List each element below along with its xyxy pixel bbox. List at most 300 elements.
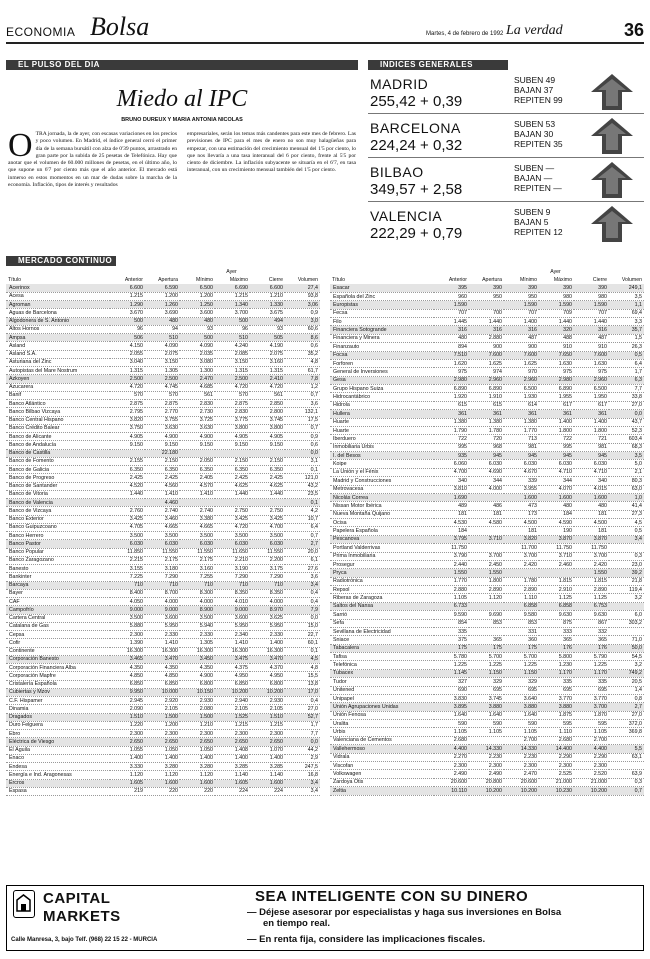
- stock-value: 0,7: [285, 424, 320, 432]
- stock-value: 361: [539, 410, 574, 418]
- stock-value: 1.400: [504, 318, 539, 326]
- table-row: [6, 433, 320, 441]
- article-column-1: [8, 127, 177, 189]
- stock-value: 1.600: [145, 779, 180, 787]
- stock-value: 3.675: [250, 309, 285, 317]
- stock-value: 1.400: [215, 754, 250, 762]
- stock-value: 4.375: [215, 664, 250, 672]
- stock-value: 27,0: [609, 711, 644, 719]
- stock-value: 27,6: [285, 565, 320, 573]
- stock-value: 0,0: [285, 614, 320, 622]
- stock-value: 0,7: [285, 532, 320, 540]
- stock-value: 1.600: [250, 779, 285, 787]
- stock-value: 9.590: [434, 611, 469, 619]
- stock-value: 3.475: [215, 655, 250, 663]
- table-row: [330, 694, 644, 702]
- stock-value: 35,7: [609, 326, 644, 334]
- stock-value: 3.180: [145, 565, 180, 573]
- stock-value: 695: [574, 686, 609, 694]
- col-header: Volumen: [621, 276, 642, 283]
- stock-value: 945: [504, 452, 539, 460]
- ad-headline: SEA INTELIGENTE CON SU DINERO: [255, 888, 529, 905]
- stock-value: [215, 449, 250, 457]
- table-row: [330, 594, 644, 602]
- stock-value: 5.780: [434, 653, 469, 661]
- stock-value: 4.500: [574, 519, 609, 527]
- stock-value: 1.105: [434, 728, 469, 736]
- stock-value: 3.190: [215, 565, 250, 573]
- stock-name: Hullera: [330, 410, 434, 418]
- stock-value: 17,5: [285, 416, 320, 424]
- stock-value: 1.510: [110, 713, 145, 721]
- stock-value: 63,0: [609, 485, 644, 493]
- stock-value: 4,5: [609, 519, 644, 527]
- stock-value: 1.125: [539, 594, 574, 602]
- table-row: [330, 535, 644, 543]
- stock-value: 61,7: [285, 367, 320, 375]
- stock-value: 3.465: [110, 655, 145, 663]
- stock-value: 5.940: [180, 622, 215, 630]
- stock-name: Autopistas del Mare Nostrum: [6, 367, 110, 375]
- stock-value: 4.720: [110, 383, 145, 391]
- table-row: [330, 435, 644, 443]
- stock-value: 506: [110, 334, 145, 342]
- stock-name: Banco Herrero: [6, 532, 110, 540]
- stock-name: Banco Zaragozano: [6, 556, 110, 564]
- stock-value: 3.790: [434, 552, 469, 560]
- stock-value: 2.150: [250, 457, 285, 465]
- stock-value: 10.230: [539, 787, 574, 796]
- table-row: [330, 326, 644, 334]
- stock-value: 721: [574, 435, 609, 443]
- stock-value: 2.830: [215, 408, 250, 416]
- stock-value: 1.070: [250, 746, 285, 754]
- stock-value: 2.300: [469, 761, 504, 769]
- stock-value: 50,0: [609, 644, 644, 652]
- stock-value: 9.000: [145, 606, 180, 614]
- table-row: [6, 779, 320, 787]
- stock-value: 1.330: [250, 301, 285, 309]
- stock-value: 570: [215, 391, 250, 399]
- table-row: [6, 548, 320, 556]
- market-tables: [6, 268, 644, 796]
- stock-value: 3,1: [285, 457, 320, 465]
- stock-name: Banif: [6, 391, 110, 399]
- stock-value: 20.600: [504, 778, 539, 786]
- stock-value: 2.425: [110, 474, 145, 482]
- stock-value: 1.400: [539, 418, 574, 426]
- stock-value: 3.470: [250, 655, 285, 663]
- stock-value: 2.750: [215, 507, 250, 515]
- stock-value: 695: [539, 686, 574, 694]
- table-row: [330, 452, 644, 460]
- stock-value: 505: [250, 334, 285, 342]
- stock-name: Zeltia: [330, 787, 434, 796]
- table-row: [330, 368, 644, 376]
- table-row: [6, 441, 320, 449]
- stock-value: 1.410: [215, 639, 250, 647]
- stock-value: 3.800: [250, 424, 285, 432]
- table-row: [6, 301, 320, 309]
- stock-value: 3,3: [609, 318, 644, 326]
- stock-value: 6.733: [434, 602, 469, 610]
- stock-value: 93,8: [285, 292, 320, 300]
- stock-value: 1.875: [539, 711, 574, 719]
- ad-address: Calle Manresa, 3, bajo Telf. (968) 22 15 22 - MURCIA: [11, 937, 158, 943]
- stock-value: 710: [250, 581, 285, 589]
- stock-value: 2.215: [110, 556, 145, 564]
- stock-name: El Águila: [6, 746, 110, 754]
- stock-value: [609, 736, 644, 744]
- table-row: [6, 787, 320, 795]
- stock-value: 5.700: [469, 653, 504, 661]
- stock-value: 4.705: [110, 523, 145, 531]
- stock-value: [539, 569, 574, 577]
- stock-value: 360: [504, 636, 539, 644]
- stock-name: Unión Fenosa: [330, 711, 434, 719]
- stock-value: 1.400: [250, 639, 285, 647]
- table-row: [330, 418, 644, 426]
- stock-name: Española del Zinc: [330, 292, 434, 300]
- stock-value: 94: [145, 325, 180, 333]
- stock-value: 7.600: [574, 351, 609, 359]
- stock-value: 3,2: [609, 594, 644, 602]
- stock-value: 5.790: [574, 653, 609, 661]
- stock-value: 2.930: [180, 697, 215, 705]
- table-row: [330, 678, 644, 686]
- stock-value: 7.290: [145, 573, 180, 581]
- ad-brand-line-1: CAPITAL: [43, 890, 111, 907]
- stock-name: Espasa: [6, 787, 110, 795]
- table-row: [6, 532, 320, 540]
- stock-value: 2.175: [145, 556, 180, 564]
- stock-value: 3.500: [250, 532, 285, 540]
- stock-value: 615: [469, 401, 504, 409]
- stock-value: 487: [574, 334, 609, 342]
- stock-value: 369,8: [609, 728, 644, 736]
- stock-value: 1,2: [285, 383, 320, 391]
- table-row: [6, 672, 320, 680]
- stock-value: 1,4: [609, 686, 644, 694]
- stock-value: 6.753: [574, 602, 609, 610]
- stock-value: 3.500: [110, 532, 145, 540]
- stock-value: 3.745: [469, 694, 504, 702]
- stock-value: 1.120: [145, 771, 180, 779]
- stock-value: 3.630: [180, 424, 215, 432]
- stock-value: 20,5: [609, 678, 644, 686]
- capital-markets-logo: [13, 890, 35, 918]
- stock-name: Tafisa: [330, 653, 434, 661]
- stock-value: 4.000: [145, 598, 180, 606]
- stock-value: 3.500: [145, 532, 180, 540]
- stock-value: 3.955: [504, 485, 539, 493]
- stock-value: 1.620: [434, 359, 469, 367]
- stock-name: General de Inversiones: [330, 368, 434, 376]
- stock-value: 6.030: [469, 460, 504, 468]
- stock-value: 63,9: [609, 770, 644, 778]
- stock-value: [215, 499, 250, 507]
- stock-value: 10.000: [145, 688, 180, 696]
- stock-value: 43,2: [285, 482, 320, 490]
- stock-value: 1.410: [145, 490, 180, 498]
- stock-value: 595: [574, 720, 609, 728]
- table-row: [330, 351, 644, 359]
- stock-name: Continente: [6, 647, 110, 655]
- stock-name: Azucarera: [6, 383, 110, 391]
- stock-value: 1.315: [215, 367, 250, 375]
- stock-value: 500: [110, 317, 145, 325]
- stock-value: 1.290: [110, 301, 145, 309]
- stock-value: 173: [504, 510, 539, 518]
- stock-value: 1.200: [180, 292, 215, 300]
- table-row: [330, 736, 644, 744]
- stock-value: 1.590: [574, 301, 609, 309]
- table-row: [6, 721, 320, 729]
- stock-value: 3.710: [469, 535, 504, 543]
- stock-value: 1.410: [145, 639, 180, 647]
- stock-value: 8.350: [250, 589, 285, 597]
- stock-value: 5.950: [250, 622, 285, 630]
- stock-value: 1.600: [539, 493, 574, 501]
- stock-value: 910: [574, 343, 609, 351]
- stock-value: 390: [469, 284, 504, 292]
- stock-name: Vallehermoso: [330, 745, 434, 753]
- stock-name: Corporación Financiera Alba: [6, 664, 110, 672]
- table-row: [330, 376, 644, 384]
- stock-value: 390: [574, 284, 609, 292]
- index-suben: SUBEN 9: [514, 207, 551, 217]
- stock-value: 710: [110, 581, 145, 589]
- stock-value: 5.880: [110, 622, 145, 630]
- stock-value: 344: [469, 477, 504, 485]
- stock-value: [609, 544, 644, 552]
- table-row: [6, 449, 320, 457]
- table-row: [330, 301, 644, 309]
- table-row: [330, 602, 644, 610]
- stock-value: 0,3: [609, 552, 644, 560]
- stock-value: 707: [434, 309, 469, 317]
- stock-name: Bankinter: [6, 573, 110, 581]
- ad-bullet-1-line-1: — Déjese asesorar por especialistas y haga sus inversiones en Bolsa: [247, 907, 562, 918]
- stock-name: Unipapel: [330, 694, 434, 702]
- stock-value: 4,5: [285, 655, 320, 663]
- stock-value: 4.685: [180, 383, 215, 391]
- stock-value: 1,7: [609, 368, 644, 376]
- stock-value: 1.800: [469, 577, 504, 585]
- stock-name: Tubacex: [330, 669, 434, 677]
- table-row: [330, 510, 644, 518]
- stock-value: 0,0: [285, 738, 320, 746]
- stock-value: 3.285: [215, 763, 250, 771]
- stock-name: Valenciana de Cementos: [330, 736, 434, 744]
- stock-value: 41,4: [609, 502, 644, 510]
- stock-value: 6.060: [434, 460, 469, 468]
- stock-value: 2.425: [250, 474, 285, 482]
- stock-value: 60,6: [285, 325, 320, 333]
- stock-value: 4.850: [110, 672, 145, 680]
- stock-name: Cofir: [6, 639, 110, 647]
- stock-value: 3.670: [110, 309, 145, 317]
- index-value: 224,24 + 0,32: [370, 137, 463, 154]
- table-row: [330, 627, 644, 635]
- stock-value: 6,4: [285, 523, 320, 531]
- stock-value: 6.858: [504, 602, 539, 610]
- index-bajan: BAJAN —: [514, 173, 553, 183]
- stock-value: 1.230: [539, 661, 574, 669]
- stock-value: 1.640: [504, 711, 539, 719]
- stock-value: 27,0: [285, 705, 320, 713]
- stock-value: 473: [504, 502, 539, 510]
- stock-value: 1.105: [504, 728, 539, 736]
- stock-value: 6.800: [250, 680, 285, 688]
- stock-value: 2.420: [574, 560, 609, 568]
- stock-value: 561: [180, 391, 215, 399]
- stock-name: Portland Valderrivas: [330, 544, 434, 552]
- stock-value: 1.815: [539, 577, 574, 585]
- table-row: [330, 519, 644, 527]
- stock-value: [469, 493, 504, 501]
- stock-value: 329: [469, 678, 504, 686]
- col-header: Mínimo: [195, 276, 213, 283]
- stock-name: Grupo Hispano Suiza: [330, 385, 434, 393]
- stock-name: Campofrío: [6, 606, 110, 614]
- stock-value: 2.055: [110, 350, 145, 358]
- stock-value: 488: [539, 334, 574, 342]
- table-row: [6, 581, 320, 589]
- stock-value: 2.850: [250, 400, 285, 408]
- stock-name: Finanzauto: [330, 343, 434, 351]
- table-row: [6, 697, 320, 705]
- stock-value: 854: [434, 619, 469, 627]
- table-row: [330, 485, 644, 493]
- stock-value: 11.750: [539, 544, 574, 552]
- stock-value: [469, 301, 504, 309]
- stock-value: 16,8: [285, 771, 320, 779]
- stock-value: 0,4: [285, 589, 320, 597]
- stock-name: Repsol: [330, 586, 434, 594]
- stock-name: Unión Agrupaciones Unidas: [330, 703, 434, 711]
- stock-name: Papelera Española: [330, 527, 434, 535]
- stock-value: [110, 499, 145, 507]
- stock-value: 2.920: [145, 697, 180, 705]
- index-value: 255,42 + 0,39: [370, 93, 463, 110]
- index-city: BILBAO: [370, 164, 424, 180]
- stock-value: 1.440: [574, 318, 609, 326]
- table-row: [6, 573, 320, 581]
- table-row: [330, 292, 644, 300]
- stock-value: 6.350: [215, 466, 250, 474]
- stock-value: 867: [574, 619, 609, 627]
- index-suben: SUBEN —: [514, 163, 555, 173]
- stock-value: 615: [434, 401, 469, 409]
- table-row: [330, 728, 644, 736]
- table-row: [6, 771, 320, 779]
- stock-value: 1.200: [145, 721, 180, 729]
- stock-value: 2.525: [539, 770, 574, 778]
- stock-name: Financiera Sotogrande: [330, 326, 434, 334]
- stock-value: 181: [504, 527, 539, 535]
- stock-value: 2.750: [250, 507, 285, 515]
- stock-value: 0,7: [285, 391, 320, 399]
- stock-value: 5.800: [539, 653, 574, 661]
- stock-name: Tudor: [330, 678, 434, 686]
- indices-bar: INDICES GENERALES: [368, 60, 508, 70]
- stock-value: 2.035: [180, 350, 215, 358]
- stock-value: 1.145: [434, 669, 469, 677]
- stock-value: 4.950: [250, 672, 285, 680]
- stock-value: 6.690: [215, 284, 250, 292]
- stock-value: 3.795: [434, 535, 469, 543]
- pulso-bar: EL PULSO DEL DIA: [6, 60, 358, 70]
- stock-value: 480: [145, 317, 180, 325]
- table-row: [6, 688, 320, 696]
- stock-value: 3.775: [215, 416, 250, 424]
- stock-value: 975: [434, 368, 469, 376]
- stock-value: 570: [110, 391, 145, 399]
- ad-bullet-2: — En renta fija, considere las implicaciones fiscales.: [247, 934, 486, 945]
- stock-value: 1.200: [145, 292, 180, 300]
- stock-value: 6.590: [145, 284, 180, 292]
- table-row: [330, 343, 644, 351]
- article-text-1: TRA jornada, la de ayer, con escasas variaciones en los precios y poco volumen. En Madrid, el índice general cerró el primer día de la semana bursátil con alza de 0'39 puntos, arrastrado en gran parte por la subida de 25 pesetas de Telefónica. Hay que anotar que el volumen de 60.000 millones de pesetas, en el último año, lo que supone un 6'7 por ciento más que el año anterior. El mercado está inmerso en estos momentos en un mar de dudas sobre la marcha de la economía. Inflación, tipos de interés y resultados: [8, 131, 177, 189]
- table-row: [6, 763, 320, 771]
- table-row: [6, 631, 320, 639]
- stock-value: 8.300: [180, 589, 215, 597]
- stock-name: Inmobiliaria Urbis: [330, 443, 434, 451]
- stock-value: 1.930: [504, 393, 539, 401]
- stock-value: 335: [539, 678, 574, 686]
- stock-value: 6.858: [539, 602, 574, 610]
- stock-value: 3.755: [145, 416, 180, 424]
- index-repiten: REPITEN 12: [514, 227, 563, 237]
- stock-value: 5.950: [145, 622, 180, 630]
- article-title: Miedo al IPC: [116, 86, 248, 112]
- stock-value: 9.150: [145, 441, 180, 449]
- table-row: [6, 334, 320, 342]
- stock-value: 2.490: [434, 770, 469, 778]
- stock-value: 1.215: [110, 292, 145, 300]
- stock-value: 1.110: [504, 594, 539, 602]
- stock-value: 4.710: [539, 468, 574, 476]
- stock-value: [110, 449, 145, 457]
- stock-value: 1.150: [504, 669, 539, 677]
- stock-value: 995: [434, 443, 469, 451]
- stock-value: 6.350: [250, 466, 285, 474]
- indices-generales-section: [368, 60, 644, 250]
- stock-value: 4,2: [285, 507, 320, 515]
- stock-value: 331: [504, 627, 539, 635]
- stock-value: 4.015: [574, 485, 609, 493]
- stock-value: 15,5: [285, 672, 320, 680]
- drop-cap: O: [8, 127, 33, 164]
- stock-value: 4.570: [180, 482, 215, 490]
- stock-value: 181: [574, 527, 609, 535]
- stock-name: Barcaya: [6, 581, 110, 589]
- stock-value: 2.200: [250, 556, 285, 564]
- stock-name: Ocisa: [330, 519, 434, 527]
- stock-value: 0,5: [609, 351, 644, 359]
- stock-value: 975: [539, 368, 574, 376]
- stock-value: [250, 449, 285, 457]
- stock-value: 3.770: [574, 694, 609, 702]
- stock-name: Volkswagen: [330, 770, 434, 778]
- stock-value: 3.080: [180, 358, 215, 366]
- stock-value: 981: [574, 443, 609, 451]
- stock-value: 2.460: [539, 560, 574, 568]
- stock-value: 1.440: [469, 318, 504, 326]
- stock-value: 6,1: [285, 556, 320, 564]
- stock-value: 10.150: [180, 688, 215, 696]
